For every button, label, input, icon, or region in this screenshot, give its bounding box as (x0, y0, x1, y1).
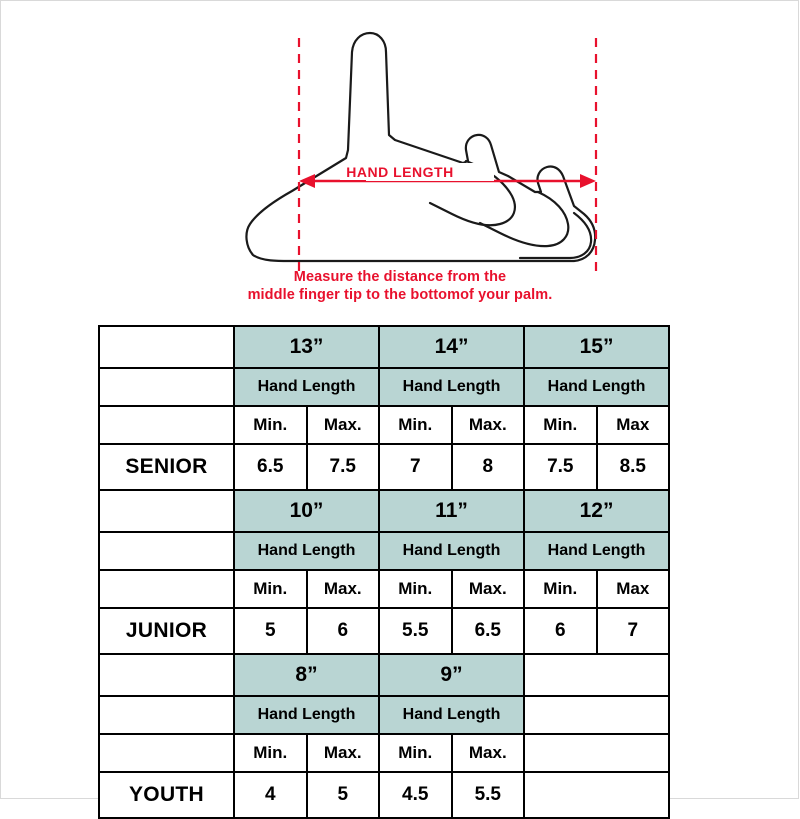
spacer-cell (524, 772, 669, 818)
senior-values-row (99, 444, 669, 490)
youth-value-9-min: 4.5 (379, 772, 452, 818)
spacer-cell (524, 734, 669, 772)
spacer-cell (99, 654, 234, 696)
junior-min-12: Min. (524, 570, 597, 608)
youth-min-9: Min. (379, 734, 452, 772)
spacer-cell (99, 406, 234, 444)
youth-size-header-row (99, 654, 669, 696)
senior-max-14: Max. (452, 406, 525, 444)
senior-handlength-13: Hand Length (234, 368, 379, 406)
senior-value-13-max: 7.5 (307, 444, 380, 490)
youth-handlength-8: Hand Length (234, 696, 379, 734)
junior-size-10: 10” (234, 490, 379, 532)
junior-value-11-max: 6.5 (452, 608, 525, 654)
junior-value-10-min: 5 (234, 608, 307, 654)
senior-max-13: Max. (307, 406, 380, 444)
senior-min-13: Min. (234, 406, 307, 444)
senior-handlength-14: Hand Length (379, 368, 524, 406)
measurement-caption-line1: Measure the distance from the (293, 269, 507, 285)
senior-min-15: Min. (524, 406, 597, 444)
junior-size-11: 11” (379, 490, 524, 532)
senior-minmax-row (99, 406, 669, 444)
hand-length-arrow-label: HAND LENGTH (340, 164, 459, 180)
senior-size-header-row (99, 326, 669, 368)
senior-value-15-min: 7.5 (524, 444, 597, 490)
row-label-junior: JUNIOR (99, 608, 234, 654)
spacer-cell (524, 696, 669, 734)
junior-max-12: Max (597, 570, 670, 608)
senior-size-15: 15” (524, 326, 669, 368)
measurement-caption (0, 268, 800, 304)
junior-size-12: 12” (524, 490, 669, 532)
row-label-senior: SENIOR (99, 444, 234, 490)
spacer-cell (99, 490, 234, 532)
row-label-youth: YOUTH (99, 772, 234, 818)
senior-min-14: Min. (379, 406, 452, 444)
junior-handlength-12: Hand Length (524, 532, 669, 570)
spacer-cell (99, 570, 234, 608)
junior-size-header-row (99, 490, 669, 532)
youth-max-9: Max. (452, 734, 525, 772)
youth-value-9-max: 5.5 (452, 772, 525, 818)
youth-size-9: 9” (379, 654, 524, 696)
youth-minmax-row (99, 734, 669, 772)
junior-max-11: Max. (452, 570, 525, 608)
junior-max-10: Max. (307, 570, 380, 608)
senior-max-15: Max (597, 406, 670, 444)
junior-handlength-11: Hand Length (379, 532, 524, 570)
senior-size-13: 13” (234, 326, 379, 368)
junior-value-10-max: 6 (307, 608, 380, 654)
spacer-cell (524, 654, 669, 696)
youth-value-8-min: 4 (234, 772, 307, 818)
measurement-caption-line2: middle finger tip to the bottomof your palm. (247, 287, 553, 303)
youth-value-8-max: 5 (307, 772, 380, 818)
spacer-cell (99, 532, 234, 570)
junior-value-12-min: 6 (524, 608, 597, 654)
senior-handlength-15: Hand Length (524, 368, 669, 406)
hand-outline (246, 33, 595, 261)
youth-values-row (99, 772, 669, 818)
junior-min-11: Min. (379, 570, 452, 608)
youth-size-8: 8” (234, 654, 379, 696)
spacer-cell (99, 368, 234, 406)
spacer-cell (99, 734, 234, 772)
youth-handlength-row (99, 696, 669, 734)
junior-minmax-row (99, 570, 669, 608)
junior-value-12-max: 7 (597, 608, 670, 654)
junior-values-row (99, 608, 669, 654)
senior-handlength-row (99, 368, 669, 406)
senior-value-13-min: 6.5 (234, 444, 307, 490)
spacer-cell (99, 326, 234, 368)
senior-value-15-max: 8.5 (597, 444, 670, 490)
junior-handlength-10: Hand Length (234, 532, 379, 570)
spacer-cell (99, 696, 234, 734)
youth-handlength-9: Hand Length (379, 696, 524, 734)
senior-size-14: 14” (379, 326, 524, 368)
senior-value-14-min: 7 (379, 444, 452, 490)
youth-max-8: Max. (307, 734, 380, 772)
junior-value-11-min: 5.5 (379, 608, 452, 654)
junior-handlength-row (99, 532, 669, 570)
youth-min-8: Min. (234, 734, 307, 772)
senior-value-14-max: 8 (452, 444, 525, 490)
hand-measurement-diagram (0, 0, 800, 310)
junior-min-10: Min. (234, 570, 307, 608)
size-chart-table (98, 325, 668, 819)
